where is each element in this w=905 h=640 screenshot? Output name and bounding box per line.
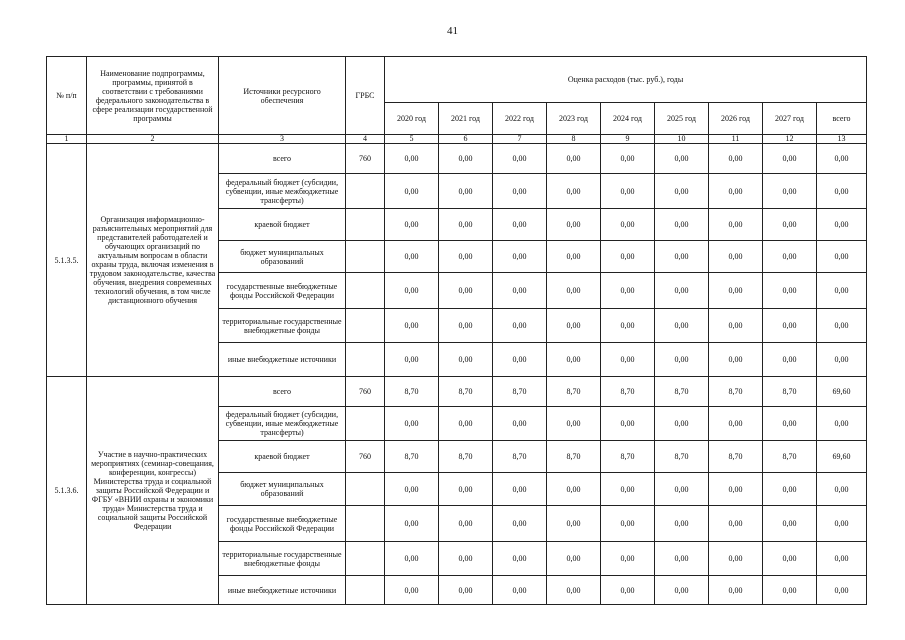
funding-source: государственные внебюджетные фонды Российской Федерации	[219, 506, 346, 542]
header-year: 2021 год	[439, 103, 493, 135]
year-value: 0,00	[763, 343, 817, 377]
total-value: 0,00	[817, 407, 867, 441]
column-number: 5	[385, 135, 439, 144]
year-value: 0,00	[655, 407, 709, 441]
year-value: 8,70	[655, 441, 709, 473]
year-value: 0,00	[385, 343, 439, 377]
total-value: 0,00	[817, 309, 867, 343]
total-value: 69,60	[817, 377, 867, 407]
year-value: 8,70	[385, 377, 439, 407]
header-index: № п/п	[47, 57, 87, 135]
grbs-code: 760	[346, 441, 385, 473]
year-value: 0,00	[547, 144, 601, 174]
year-value: 0,00	[439, 209, 493, 241]
year-value: 0,00	[385, 407, 439, 441]
total-value: 0,00	[817, 473, 867, 506]
year-value: 0,00	[385, 542, 439, 576]
year-value: 0,00	[763, 309, 817, 343]
funding-source: федеральный бюджет (субсидии, субвенции, иные межбюджетные трансферты)	[219, 407, 346, 441]
total-value: 0,00	[817, 542, 867, 576]
year-value: 0,00	[655, 506, 709, 542]
year-value: 0,00	[655, 343, 709, 377]
year-value: 0,00	[439, 473, 493, 506]
year-value: 0,00	[385, 273, 439, 309]
column-number: 6	[439, 135, 493, 144]
year-value: 0,00	[601, 309, 655, 343]
total-value: 0,00	[817, 174, 867, 209]
year-value: 0,00	[601, 343, 655, 377]
item-name: Участие в научно-практических мероприятиях (семинар-совещания, конференции, конгрессы) Министерства труда и социальной защиты Российской Федерации и ФГБУ «ВНИИ охраны и экономики труда» Министерства труда и социальной защиты Российской Федерации	[87, 377, 219, 605]
grbs-code	[346, 506, 385, 542]
year-value: 0,00	[439, 241, 493, 273]
year-value: 0,00	[763, 209, 817, 241]
year-value: 0,00	[493, 144, 547, 174]
year-value: 8,70	[763, 441, 817, 473]
funding-source: государственные внебюджетные фонды Российской Федерации	[219, 273, 346, 309]
header-name: Наименование подпрограммы, программы, принятой в соответствии с требованиями федерального законодательства в сфере реализации государственной программы	[87, 57, 219, 135]
header-grbs: ГРБС	[346, 57, 385, 135]
year-value: 0,00	[763, 473, 817, 506]
year-value: 0,00	[763, 273, 817, 309]
year-value: 0,00	[547, 506, 601, 542]
year-value: 0,00	[493, 241, 547, 273]
column-number: 11	[709, 135, 763, 144]
year-value: 0,00	[601, 542, 655, 576]
funding-source: всего	[219, 377, 346, 407]
grbs-code	[346, 309, 385, 343]
year-value: 0,00	[709, 473, 763, 506]
year-value: 0,00	[493, 473, 547, 506]
expense-table	[46, 56, 867, 605]
year-value: 8,70	[547, 441, 601, 473]
column-number: 3	[219, 135, 346, 144]
year-value: 0,00	[655, 144, 709, 174]
year-value: 0,00	[439, 273, 493, 309]
column-number: 1	[47, 135, 87, 144]
grbs-code: 760	[346, 144, 385, 174]
year-value: 0,00	[709, 241, 763, 273]
column-number: 12	[763, 135, 817, 144]
column-number-row	[47, 135, 867, 144]
funding-source: краевой бюджет	[219, 441, 346, 473]
year-value: 0,00	[493, 576, 547, 605]
header-year: 2024 год	[601, 103, 655, 135]
year-value: 0,00	[493, 273, 547, 309]
year-value: 8,70	[655, 377, 709, 407]
year-value: 8,70	[763, 377, 817, 407]
funding-source: всего	[219, 144, 346, 174]
year-value: 0,00	[385, 473, 439, 506]
year-value: 0,00	[709, 343, 763, 377]
year-value: 0,00	[655, 209, 709, 241]
year-value: 0,00	[709, 273, 763, 309]
year-value: 0,00	[385, 576, 439, 605]
year-value: 8,70	[601, 377, 655, 407]
year-value: 0,00	[655, 309, 709, 343]
year-value: 0,00	[385, 309, 439, 343]
year-value: 0,00	[601, 407, 655, 441]
column-number: 10	[655, 135, 709, 144]
grbs-code	[346, 576, 385, 605]
funding-source: бюджет муниципальных образований	[219, 241, 346, 273]
year-value: 0,00	[439, 542, 493, 576]
total-value: 0,00	[817, 144, 867, 174]
year-value: 0,00	[547, 576, 601, 605]
year-value: 8,70	[601, 441, 655, 473]
year-value: 0,00	[547, 209, 601, 241]
year-value: 0,00	[493, 506, 547, 542]
year-value: 0,00	[385, 144, 439, 174]
year-value: 0,00	[709, 174, 763, 209]
year-value: 0,00	[763, 407, 817, 441]
header-estimate: Оценка расходов (тыс. руб.), годы	[385, 57, 867, 103]
header-year: 2022 год	[493, 103, 547, 135]
item-index: 5.1.3.5.	[47, 144, 87, 377]
year-value: 8,70	[709, 441, 763, 473]
total-value: 0,00	[817, 506, 867, 542]
funding-source: бюджет муниципальных образований	[219, 473, 346, 506]
funding-source: территориальные государственные внебюджетные фонды	[219, 542, 346, 576]
year-value: 0,00	[439, 576, 493, 605]
header-year: 2027 год	[763, 103, 817, 135]
total-value: 0,00	[817, 576, 867, 605]
total-value: 0,00	[817, 343, 867, 377]
year-value: 0,00	[709, 506, 763, 542]
funding-source: иные внебюджетные источники	[219, 343, 346, 377]
year-value: 0,00	[547, 309, 601, 343]
column-number: 8	[547, 135, 601, 144]
year-value: 0,00	[601, 241, 655, 273]
grbs-code	[346, 343, 385, 377]
year-value: 0,00	[763, 576, 817, 605]
year-value: 0,00	[493, 174, 547, 209]
year-value: 0,00	[601, 209, 655, 241]
total-value: 0,00	[817, 241, 867, 273]
year-value: 0,00	[385, 506, 439, 542]
year-value: 0,00	[709, 209, 763, 241]
year-value: 0,00	[547, 473, 601, 506]
year-value: 8,70	[439, 377, 493, 407]
year-value: 0,00	[439, 309, 493, 343]
year-value: 0,00	[493, 407, 547, 441]
year-value: 8,70	[709, 377, 763, 407]
header-year: 2025 год	[655, 103, 709, 135]
year-value: 8,70	[493, 377, 547, 407]
column-number: 2	[87, 135, 219, 144]
year-value: 0,00	[601, 506, 655, 542]
header-year: 2026 год	[709, 103, 763, 135]
grbs-code	[346, 473, 385, 506]
year-value: 0,00	[493, 542, 547, 576]
page-number: 41	[447, 25, 458, 37]
year-value: 0,00	[439, 343, 493, 377]
year-value: 0,00	[439, 506, 493, 542]
year-value: 0,00	[547, 407, 601, 441]
column-number: 13	[817, 135, 867, 144]
year-value: 0,00	[709, 407, 763, 441]
year-value: 0,00	[655, 241, 709, 273]
header-year: всего	[817, 103, 867, 135]
header-year: 2020 год	[385, 103, 439, 135]
column-number: 9	[601, 135, 655, 144]
header-source: Источники ресурсного обеспечения	[219, 57, 346, 135]
year-value: 0,00	[547, 174, 601, 209]
year-value: 0,00	[763, 542, 817, 576]
year-value: 8,70	[493, 441, 547, 473]
funding-source: краевой бюджет	[219, 209, 346, 241]
grbs-code	[346, 542, 385, 576]
year-value: 0,00	[385, 209, 439, 241]
funding-source: иные внебюджетные источники	[219, 576, 346, 605]
year-value: 0,00	[547, 273, 601, 309]
year-value: 0,00	[601, 144, 655, 174]
year-value: 0,00	[601, 273, 655, 309]
year-value: 8,70	[547, 377, 601, 407]
column-number: 7	[493, 135, 547, 144]
year-value: 0,00	[763, 506, 817, 542]
year-value: 0,00	[493, 209, 547, 241]
year-value: 0,00	[655, 576, 709, 605]
year-value: 0,00	[709, 144, 763, 174]
year-value: 0,00	[655, 473, 709, 506]
year-value: 0,00	[763, 241, 817, 273]
year-value: 0,00	[709, 576, 763, 605]
header-year: 2023 год	[547, 103, 601, 135]
funding-source: территориальные государственные внебюджетные фонды	[219, 309, 346, 343]
item-index: 5.1.3.6.	[47, 377, 87, 605]
year-value: 0,00	[439, 407, 493, 441]
year-value: 0,00	[601, 576, 655, 605]
year-value: 0,00	[709, 309, 763, 343]
year-value: 0,00	[655, 174, 709, 209]
grbs-code	[346, 273, 385, 309]
total-value: 69,60	[817, 441, 867, 473]
year-value: 0,00	[601, 473, 655, 506]
table-row	[47, 377, 867, 407]
year-value: 0,00	[385, 241, 439, 273]
table-body	[47, 144, 867, 605]
year-value: 0,00	[439, 144, 493, 174]
total-value: 0,00	[817, 273, 867, 309]
grbs-code	[346, 209, 385, 241]
year-value: 8,70	[439, 441, 493, 473]
table-row	[47, 144, 867, 174]
year-value: 0,00	[547, 241, 601, 273]
year-value: 0,00	[763, 174, 817, 209]
total-value: 0,00	[817, 209, 867, 241]
grbs-code	[346, 241, 385, 273]
grbs-code	[346, 174, 385, 209]
year-value: 0,00	[493, 343, 547, 377]
funding-source: федеральный бюджет (субсидии, субвенции, иные межбюджетные трансферты)	[219, 174, 346, 209]
year-value: 0,00	[385, 174, 439, 209]
year-value: 0,00	[709, 542, 763, 576]
year-value: 0,00	[601, 174, 655, 209]
column-number: 4	[346, 135, 385, 144]
year-value: 0,00	[547, 542, 601, 576]
grbs-code	[346, 407, 385, 441]
year-value: 0,00	[547, 343, 601, 377]
grbs-code: 760	[346, 377, 385, 407]
year-value: 0,00	[655, 273, 709, 309]
year-value: 0,00	[763, 144, 817, 174]
year-value: 0,00	[655, 542, 709, 576]
item-name: Организация информационно-разъяснительных мероприятий для представителей работодателей и обучающих организаций по актуальным вопросам в области охраны труда, включая изменения в трудовом законодательстве, качества обучения, внедрения современных технологий обучения, в том числе дистанционного обучения	[87, 144, 219, 377]
year-value: 8,70	[385, 441, 439, 473]
year-value: 0,00	[493, 309, 547, 343]
year-value: 0,00	[439, 174, 493, 209]
